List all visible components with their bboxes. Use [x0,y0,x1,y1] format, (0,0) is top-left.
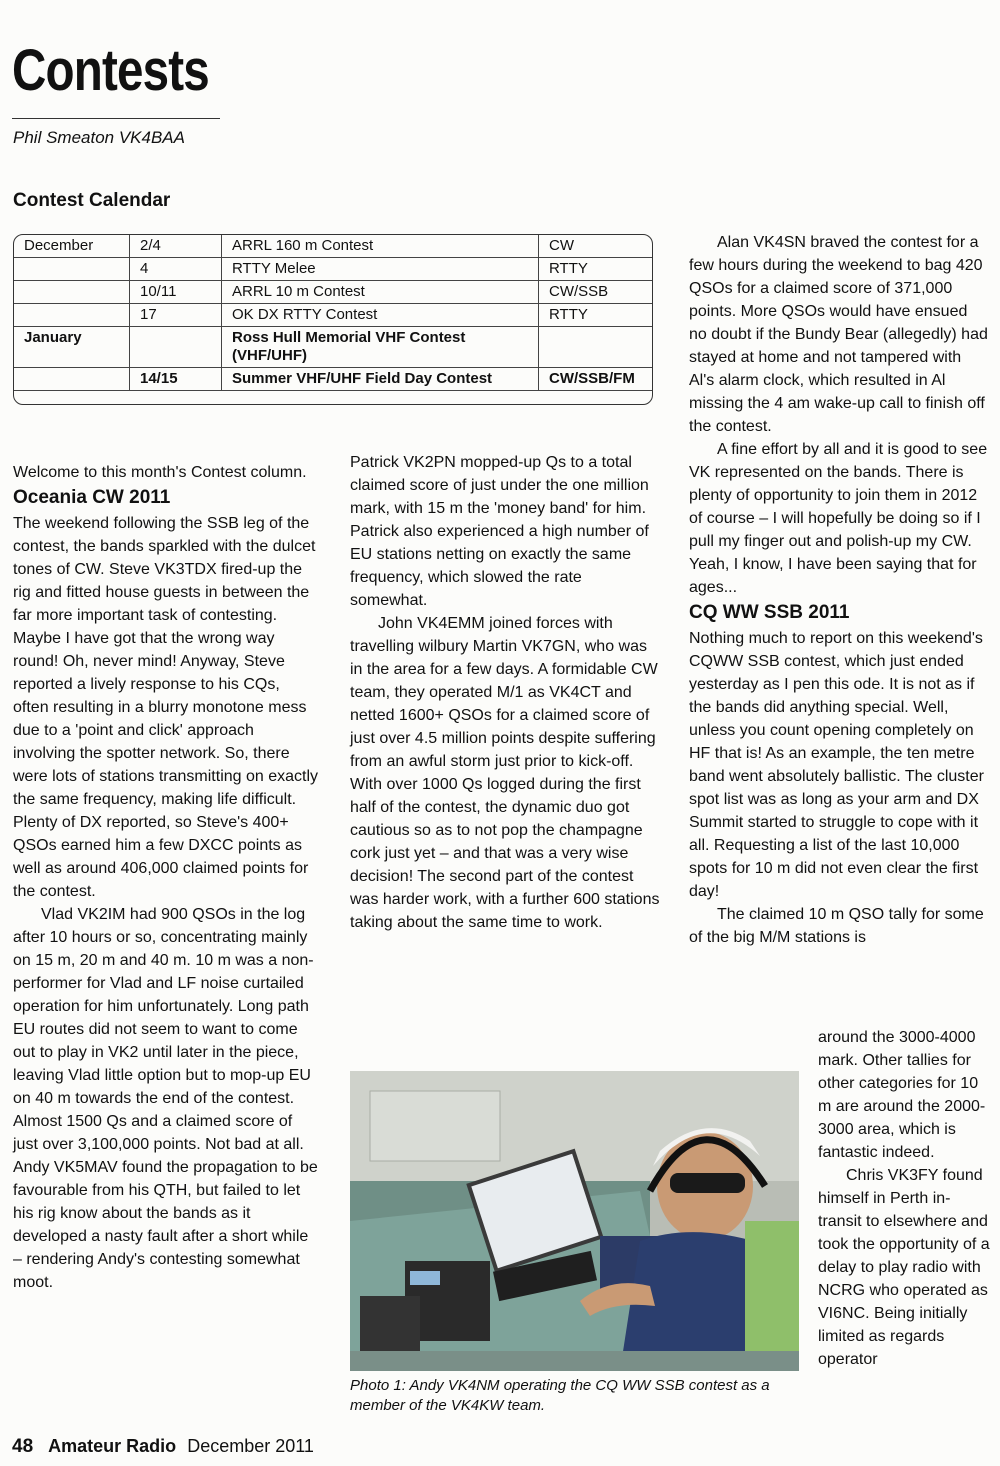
calendar-month: December [14,235,130,258]
calendar-month [14,304,130,327]
body-paragraph: John VK4EMM joined forces with travelling wilbury Martin VK7GN, who was in the area for a few days. A formidable CW team, they operated M/1 as VK4CT and netted 1600+ QSOs for a claimed score of just over 4.5 million points despite suffering from an awful storm just prior to kick-off. With over 1000 Qs logged during the first half of the contest, the dynamic duo got cautious so as to not pop the champagne cork just yet – and that was a very wise decision! The second part of the contest was harder work, with a further 600 stations taking about the same time to work. [350,615,660,931]
calendar-date: 17 [130,304,222,327]
body-paragraph: Patrick VK2PN mopped-up Qs to a total claimed score of just under the one million mark, with 15 m the 'money band' for him. Patrick also experienced a high number of EU stations netting on exactly the same frequency, which slowed the rate somewhat. [350,454,649,609]
article-column-1 [13,461,319,1294]
calendar-mode: RTTY [539,258,653,281]
body-paragraph: A fine effort by all and it is good to see VK represented on the bands. There is plenty of opportunity to join them in 2012 of course – I will hopefully be doing so if I pull my finger out and polish-up my CW. Yeah, I know, I have been saying that for ages... [689,441,988,596]
intro-paragraph: Welcome to this month's Contest column. [13,464,307,481]
issue-date: December 2011 [187,1436,314,1456]
body-paragraph: around the 3000-4000 mark. Other tallies for other categories for 10 m are around the 2000-3000 area, which is fantastic indeed. [818,1029,986,1161]
article-column-2 [350,451,662,934]
magazine-name: Amateur Radio [48,1436,177,1456]
article-column-3 [689,231,989,949]
photo-caption: Photo 1: Andy VK4NM operating the CQ WW SSB contest as a member of the VK4KW team. [350,1377,770,1414]
page-title: Contests [12,38,209,103]
calendar-mode: CW/SSB/FM [539,368,653,391]
page-number: 48 [12,1436,34,1457]
calendar-row [14,368,652,391]
section-heading-cqww: CQ WW SSB 2011 [689,602,850,623]
author-byline: Phil Smeaton VK4BAA [13,128,185,147]
calendar-date: 4 [130,258,222,281]
calendar-month: January [14,327,130,368]
calendar-row [14,235,652,258]
body-paragraph: Alan VK4SN braved the contest for a few hours during the weekend to bag 420 QSOs for a claimed score of 371,000 points. More QSOs would have ensued no doubt if the Bundy Bear (allegedly) had stayed at home and not tampered with Al's alarm clock, which resulted in Al missing the 4 am wake-up call to finish off the contest. [689,234,988,435]
calendar-month [14,281,130,304]
calendar-month [14,368,130,391]
body-paragraph: The weekend following the SSB leg of the contest, the bands sparkled with the dulcet tones of CW. Steve VK3TDX fired-up the rig and fitted house guests in between the far more important task of contesting. Maybe I have got that the wrong way round! Oh, never mind! Anyway, Steve reported a lively response to his CQs, often resulting in a blurry monotone mess due to a 'point and click' approach involving the spotter network. So, there were lots of stations transmitting on exactly the same frequency, making life difficult. Plenty of DX reported, so Steve's 400+ QSOs earned him a few DXCC points as well as around 406,000 claimed points for the contest. [13,515,319,900]
calendar-date: 2/4 [130,235,222,258]
calendar-mode: RTTY [539,304,653,327]
body-paragraph: Nothing much to report on this weekend's CQWW SSB contest, which just ended yesterday as I pen this ode. It is not as if the bands did anything special. Well, unless you count opening completely on HF that is! As an example, the ten metre band went absolutely ballistic. The cluster spot list was as long as your arm and DX Summit started to struggle to cope with it all. Requesting a list of the last 10,000 spots for 10 m did not even clear the first day! [689,630,984,900]
calendar-row [14,281,652,304]
calendar-date: 10/11 [130,281,222,304]
body-paragraph: Vlad VK2IM had 900 QSOs in the log after 10 hours or so, concentrating mainly on 15 m, 20 m and 40 m. 10 m was a non-performer for Vlad and LF noise curtailed operation for him unfortunately. Long path EU routes did not seem to want to come out to play in VK2 until later in the piece, leaving Vlad little option but to mop-up EU on 40 m towards the end of the contest. Almost 1500 Qs and a claimed score of just over 3,100,000 points. Not bad at all. Andy VK5MAV found the propagation to be favourable from his QTH, but failed to let his rig know about the bands as it developed a nasty fault after a short while – rendering Andy's contesting somewhat moot. [13,906,318,1291]
calendar-row [14,327,652,368]
calendar-contest: Summer VHF/UHF Field Day Contest [222,368,539,391]
page-footer [12,1436,314,1458]
calendar-contest: ARRL 160 m Contest [222,235,539,258]
section-heading-oceania: Oceania CW 2011 [13,487,171,508]
calendar-mode [539,327,653,368]
calendar-heading: Contest Calendar [13,190,171,211]
calendar-contest: Ross Hull Memorial VHF Contest (VHF/UHF) [222,327,539,368]
calendar-month [14,258,130,281]
calendar-contest: OK DX RTTY Contest [222,304,539,327]
calendar-date [130,327,222,368]
contest-calendar-table [13,234,653,405]
body-paragraph: The claimed 10 m QSO tally for some of the big M/M stations is [689,906,984,946]
calendar-mode: CW/SSB [539,281,653,304]
calendar-mode: CW [539,235,653,258]
title-divider [12,118,220,119]
calendar-contest: RTTY Melee [222,258,539,281]
article-column-3-narrow [818,1026,993,1371]
operator-photo [350,1071,799,1371]
calendar-row [14,258,652,281]
calendar-date: 14/15 [130,368,222,391]
body-paragraph: Chris VK3FY found himself in Perth in-transit to elsewhere and took the opportunity of a delay to play radio with NCRG who operated as VI6NC. Being initially limited as regards operator [818,1167,990,1368]
calendar-row [14,304,652,327]
calendar-contest: ARRL 10 m Contest [222,281,539,304]
